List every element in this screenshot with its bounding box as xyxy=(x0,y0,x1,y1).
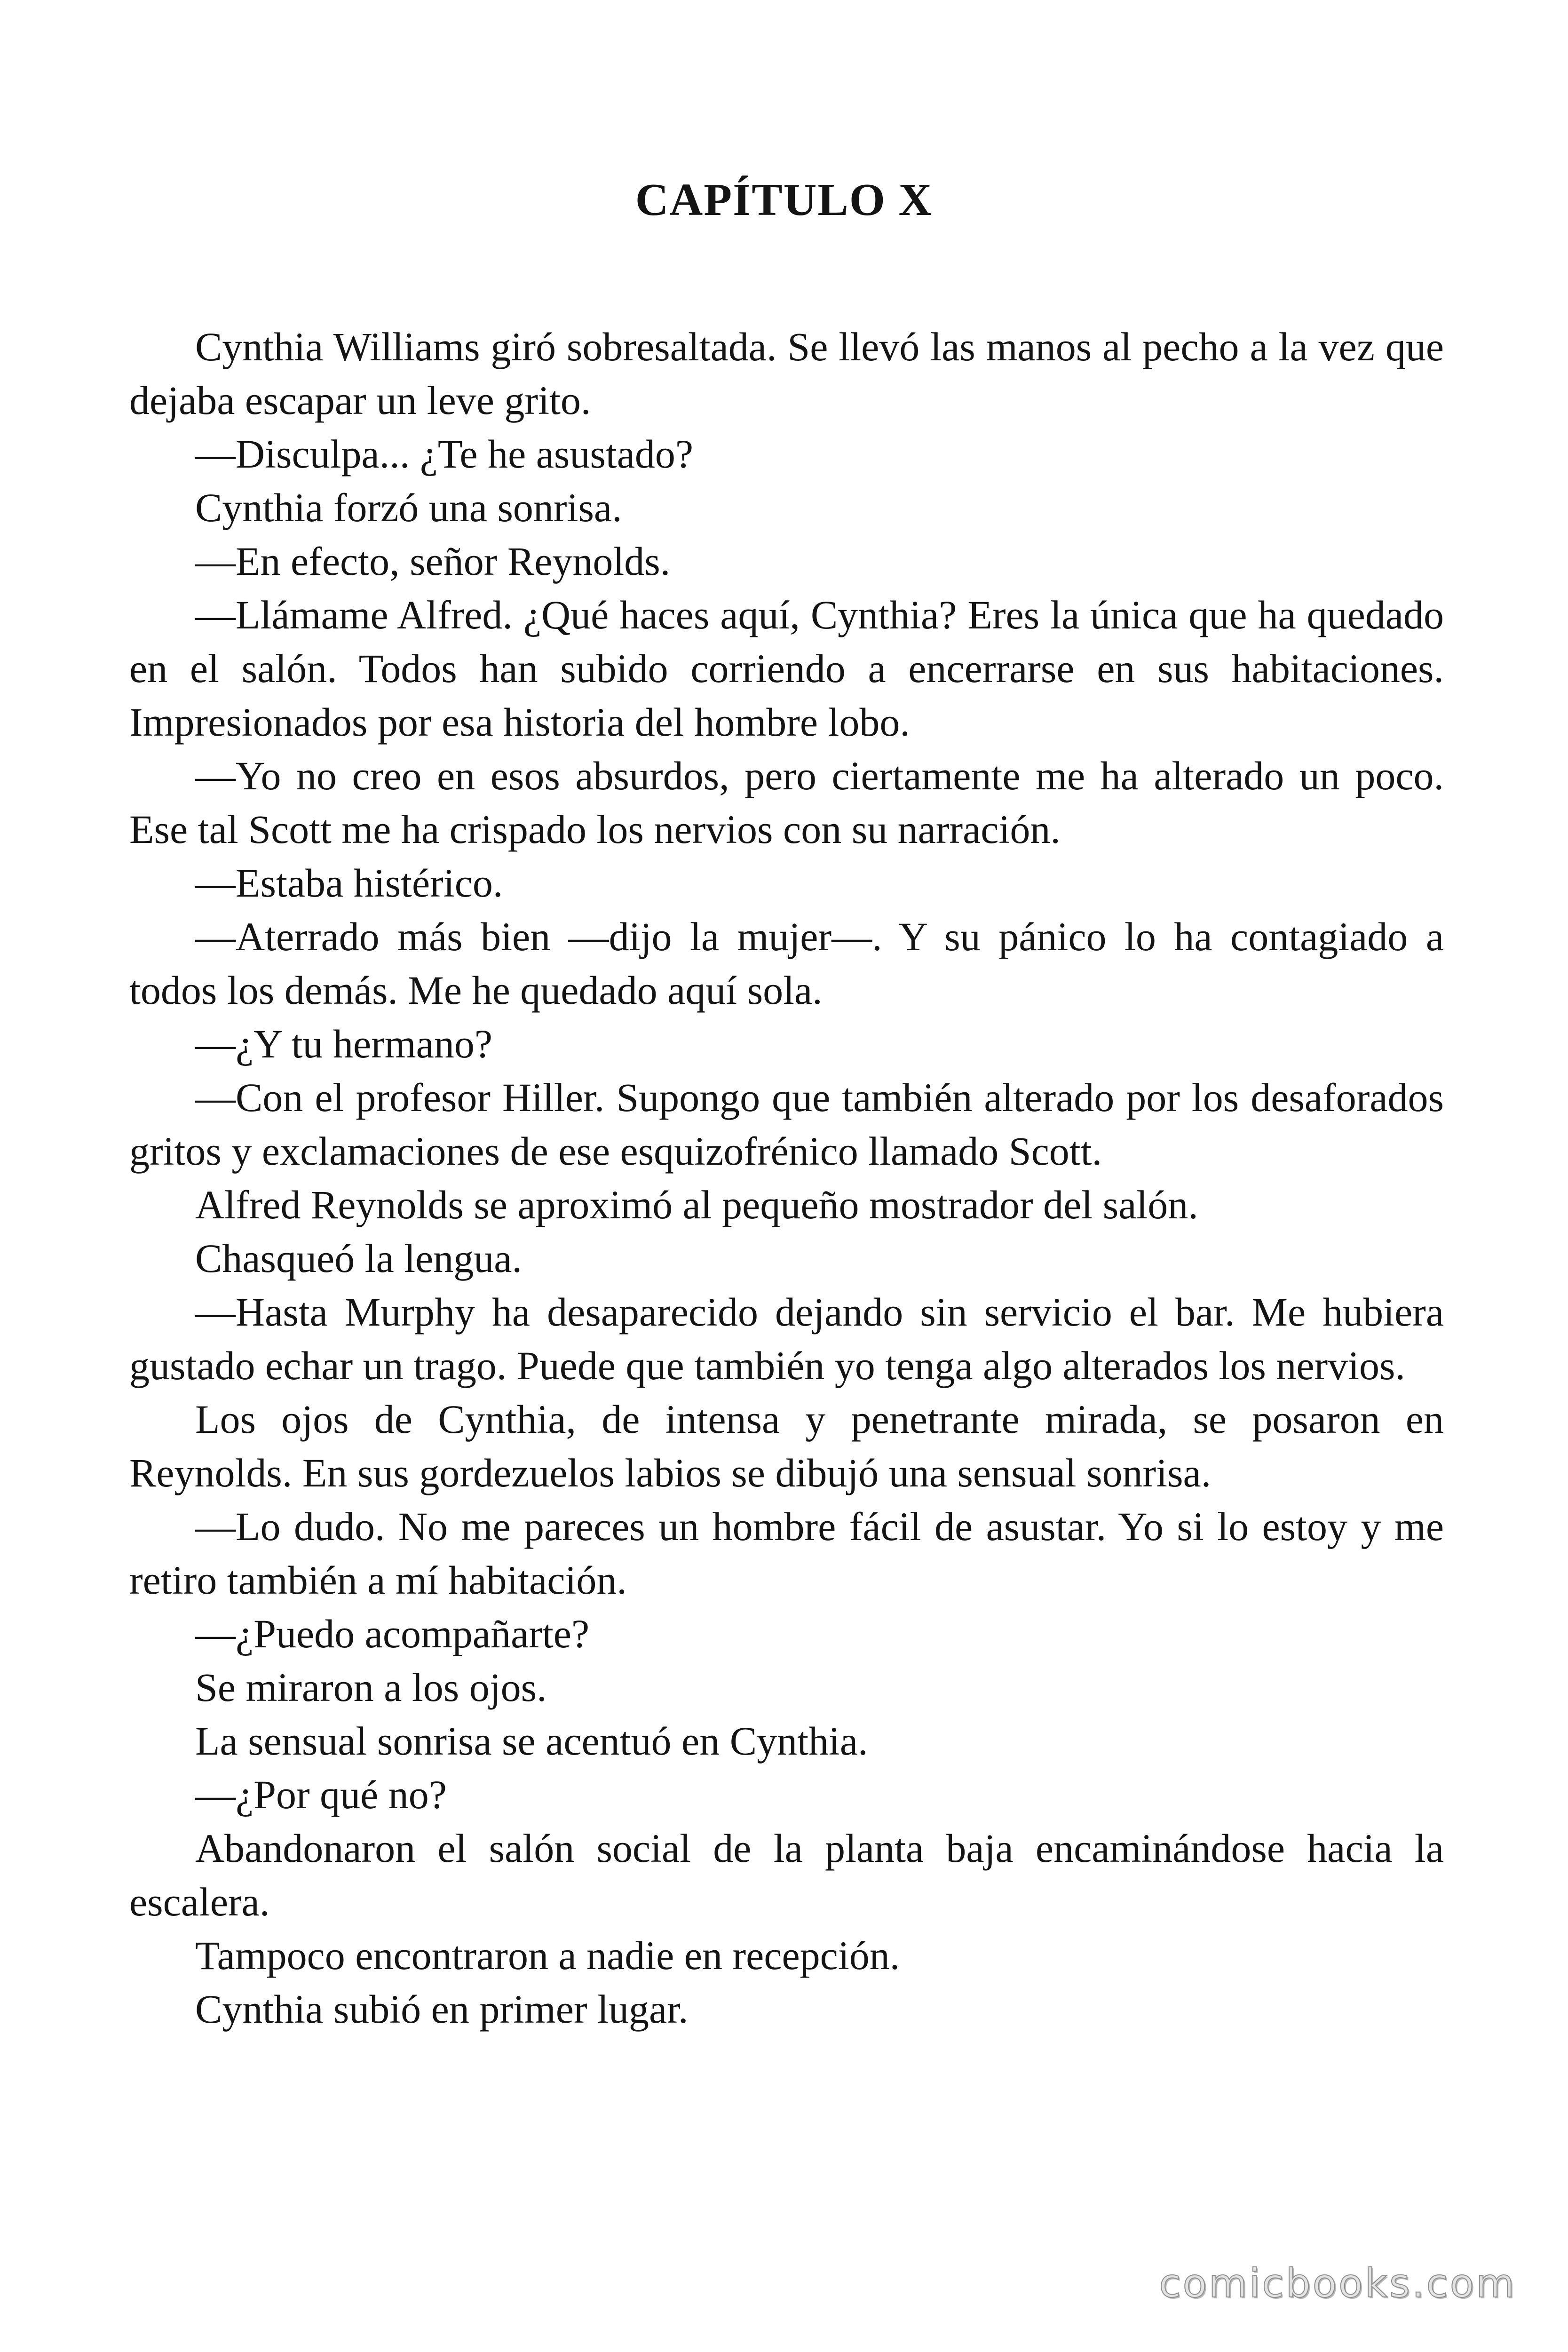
paragraph: La sensual sonrisa se acentuó en Cynthia. xyxy=(195,1718,868,1764)
paragraph: —Disculpa... ¿Te he asustado? xyxy=(195,431,694,477)
paragraph: —¿Puedo acompañarte? xyxy=(195,1611,590,1656)
paragraph: —Yo no creo en esos absurdos, pero ciertamente me ha alterado un poco. Ese tal Scott me ha crispado los nervios con su narración. xyxy=(129,753,1444,852)
paragraph: —Estaba histérico. xyxy=(195,860,503,906)
paragraph: —En efecto, señor Reynolds. xyxy=(195,539,671,584)
paragraph: Se miraron a los ojos. xyxy=(195,1665,547,1710)
paragraph: —Con el profesor Hiller. Supongo que también alterado por los desaforados gritos y exclamaciones de ese esquizofrénico llamado Scott. xyxy=(129,1075,1444,1174)
paragraph: Cynthia Williams giró sobresaltada. Se llevó las manos al pecho a la vez que dejaba escapar un leve grito. xyxy=(129,324,1444,423)
paragraph: —Hasta Murphy ha desaparecido dejando sin servicio el bar. Me hubiera gustado echar un trago. Puede que también yo tenga algo alterados los nervios. xyxy=(129,1289,1444,1388)
paragraph: Tampoco encontraron a nadie en recepción. xyxy=(195,1933,900,1978)
paragraph: —Aterrado más bien —dijo la mujer—. Y su pánico lo ha contagiado a todos los demás. Me he quedado aquí sola. xyxy=(129,914,1444,1013)
paragraph: Cynthia forzó una sonrisa. xyxy=(195,485,622,530)
paragraph: —Lo dudo. No me pareces un hombre fácil de asustar. Yo si lo estoy y me retiro también a mí habitación. xyxy=(129,1504,1444,1603)
paragraph: Cynthia subió en primer lugar. xyxy=(195,1986,689,2032)
paragraph: —Llámame Alfred. ¿Qué haces aquí, Cynthia? Eres la única que ha quedado en el salón. Todos han subido corriendo a encerrarse en sus habitaciones. Impresionados por esa historia del hombre lobo. xyxy=(129,592,1444,745)
paragraph: —¿Por qué no? xyxy=(195,1772,447,1817)
chapter-title: CAPÍTULO X xyxy=(635,175,933,225)
paragraph: Los ojos de Cynthia, de intensa y penetrante mirada, se posaron en Reynolds. En sus gordezuelos labios se dibujó una sensual sonrisa. xyxy=(129,1397,1444,1495)
paragraph: Chasqueó la lengua. xyxy=(195,1236,522,1281)
chapter-body xyxy=(129,320,1444,2036)
watermark: comicbooks.com xyxy=(1159,2260,1516,2306)
paragraph: Alfred Reynolds se aproximó al pequeño mostrador del salón. xyxy=(195,1182,1198,1227)
paragraph: Abandonaron el salón social de la planta baja encaminándose hacia la escalera. xyxy=(129,1826,1444,1924)
paragraph: —¿Y tu hermano? xyxy=(195,1021,493,1066)
